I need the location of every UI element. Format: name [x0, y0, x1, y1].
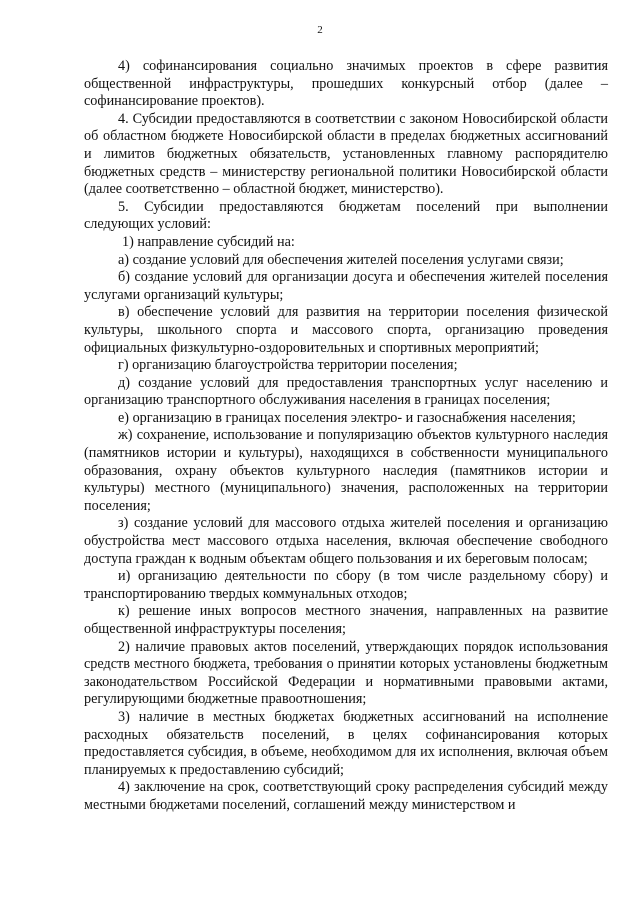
- paragraph: 4. Субсидии предоставляются в соответствии с законом Новосибирской области об областном бюджете Новосибирской области в пределах бюджетных ассигнований и лимитов бюджетных обязательств, установленных главному распорядителю бюджетных средств – министерству региональной политики Новосибирской области (далее соответственно – областной бюджет, министерство).: [84, 110, 608, 198]
- paragraph: 4) заключение на срок, соответствующий сроку распределения субсидий между местными бюджетами поселений, соглашений между министерством и: [84, 779, 608, 813]
- paragraph: к) решение иных вопросов местного значения, направленных на развитие общественной инфраструктуры поселения;: [84, 603, 608, 637]
- paragraph: 4) софинансирования социально значимых проектов в сфере развития общественной инфраструктуры, прошедших конкурсный отбор (далее – софинансирование проектов).: [84, 58, 608, 110]
- paragraph: е) организацию в границах поселения электро- и газоснабжения населения;: [118, 409, 576, 426]
- paragraph: 3) наличие в местных бюджетах бюджетных ассигнований на исполнение расходных обязательств поселений, в целях софинансирования которых предоставляется субсидия, в объеме, необходимом для их исполнения, включая объем планируемых к предоставлению субсидий;: [84, 708, 608, 778]
- paragraph: 2) наличие правовых актов поселений, утверждающих порядок использования средств местного бюджета, требования о принятии которых установлены бюджетным законодательством Российской Федерации и нормативными правовыми актами, регулирующими бюджетные правоотношения;: [84, 638, 608, 708]
- paragraph: з) создание условий для массового отдыха жителей поселения и организацию обустройства мест массового отдыха населения, включая обеспечение свободного доступа граждан к водным объектам общего пользования и их береговым полосам;: [84, 515, 608, 567]
- page-number: 2: [317, 24, 323, 36]
- paragraph: г) организацию благоустройства территории поселения;: [118, 357, 458, 374]
- paragraph: д) создание условий для предоставления транспортных услуг населению и организацию транспортного обслуживания населения в границах поселения;: [84, 374, 608, 409]
- document-body: [84, 58, 608, 815]
- paragraph: а) создание условий для обеспечения жителей поселения услугами связи;: [118, 251, 564, 268]
- paragraph: в) обеспечение условий для развития на территории поселения физической культуры, школьного спорта и массового спорта, организацию проведения официальных физкультурно-оздоровительных и спортивных мероприятий;: [84, 304, 608, 356]
- paragraph: 5. Субсидии предоставляются бюджетам поселений при выполнении следующих условий:: [84, 198, 608, 233]
- paragraph: ж) сохранение, использование и популяризацию объектов культурного наследия (памятников истории и культуры), находящихся в собственности муниципального образования, охрану объектов культурного наследия (памятников истории и культуры) местного (муниципального) значения, расположенных на территории поселения;: [84, 427, 608, 514]
- paragraph: и) организацию деятельности по сбору (в том числе раздельному сбору) и транспортированию твердых коммунальных отходов;: [84, 568, 608, 602]
- paragraph: 1) направление субсидий на:: [122, 233, 295, 250]
- paragraph: б) создание условий для организации досуга и обеспечения жителей поселения услугами организаций культуры;: [84, 269, 608, 303]
